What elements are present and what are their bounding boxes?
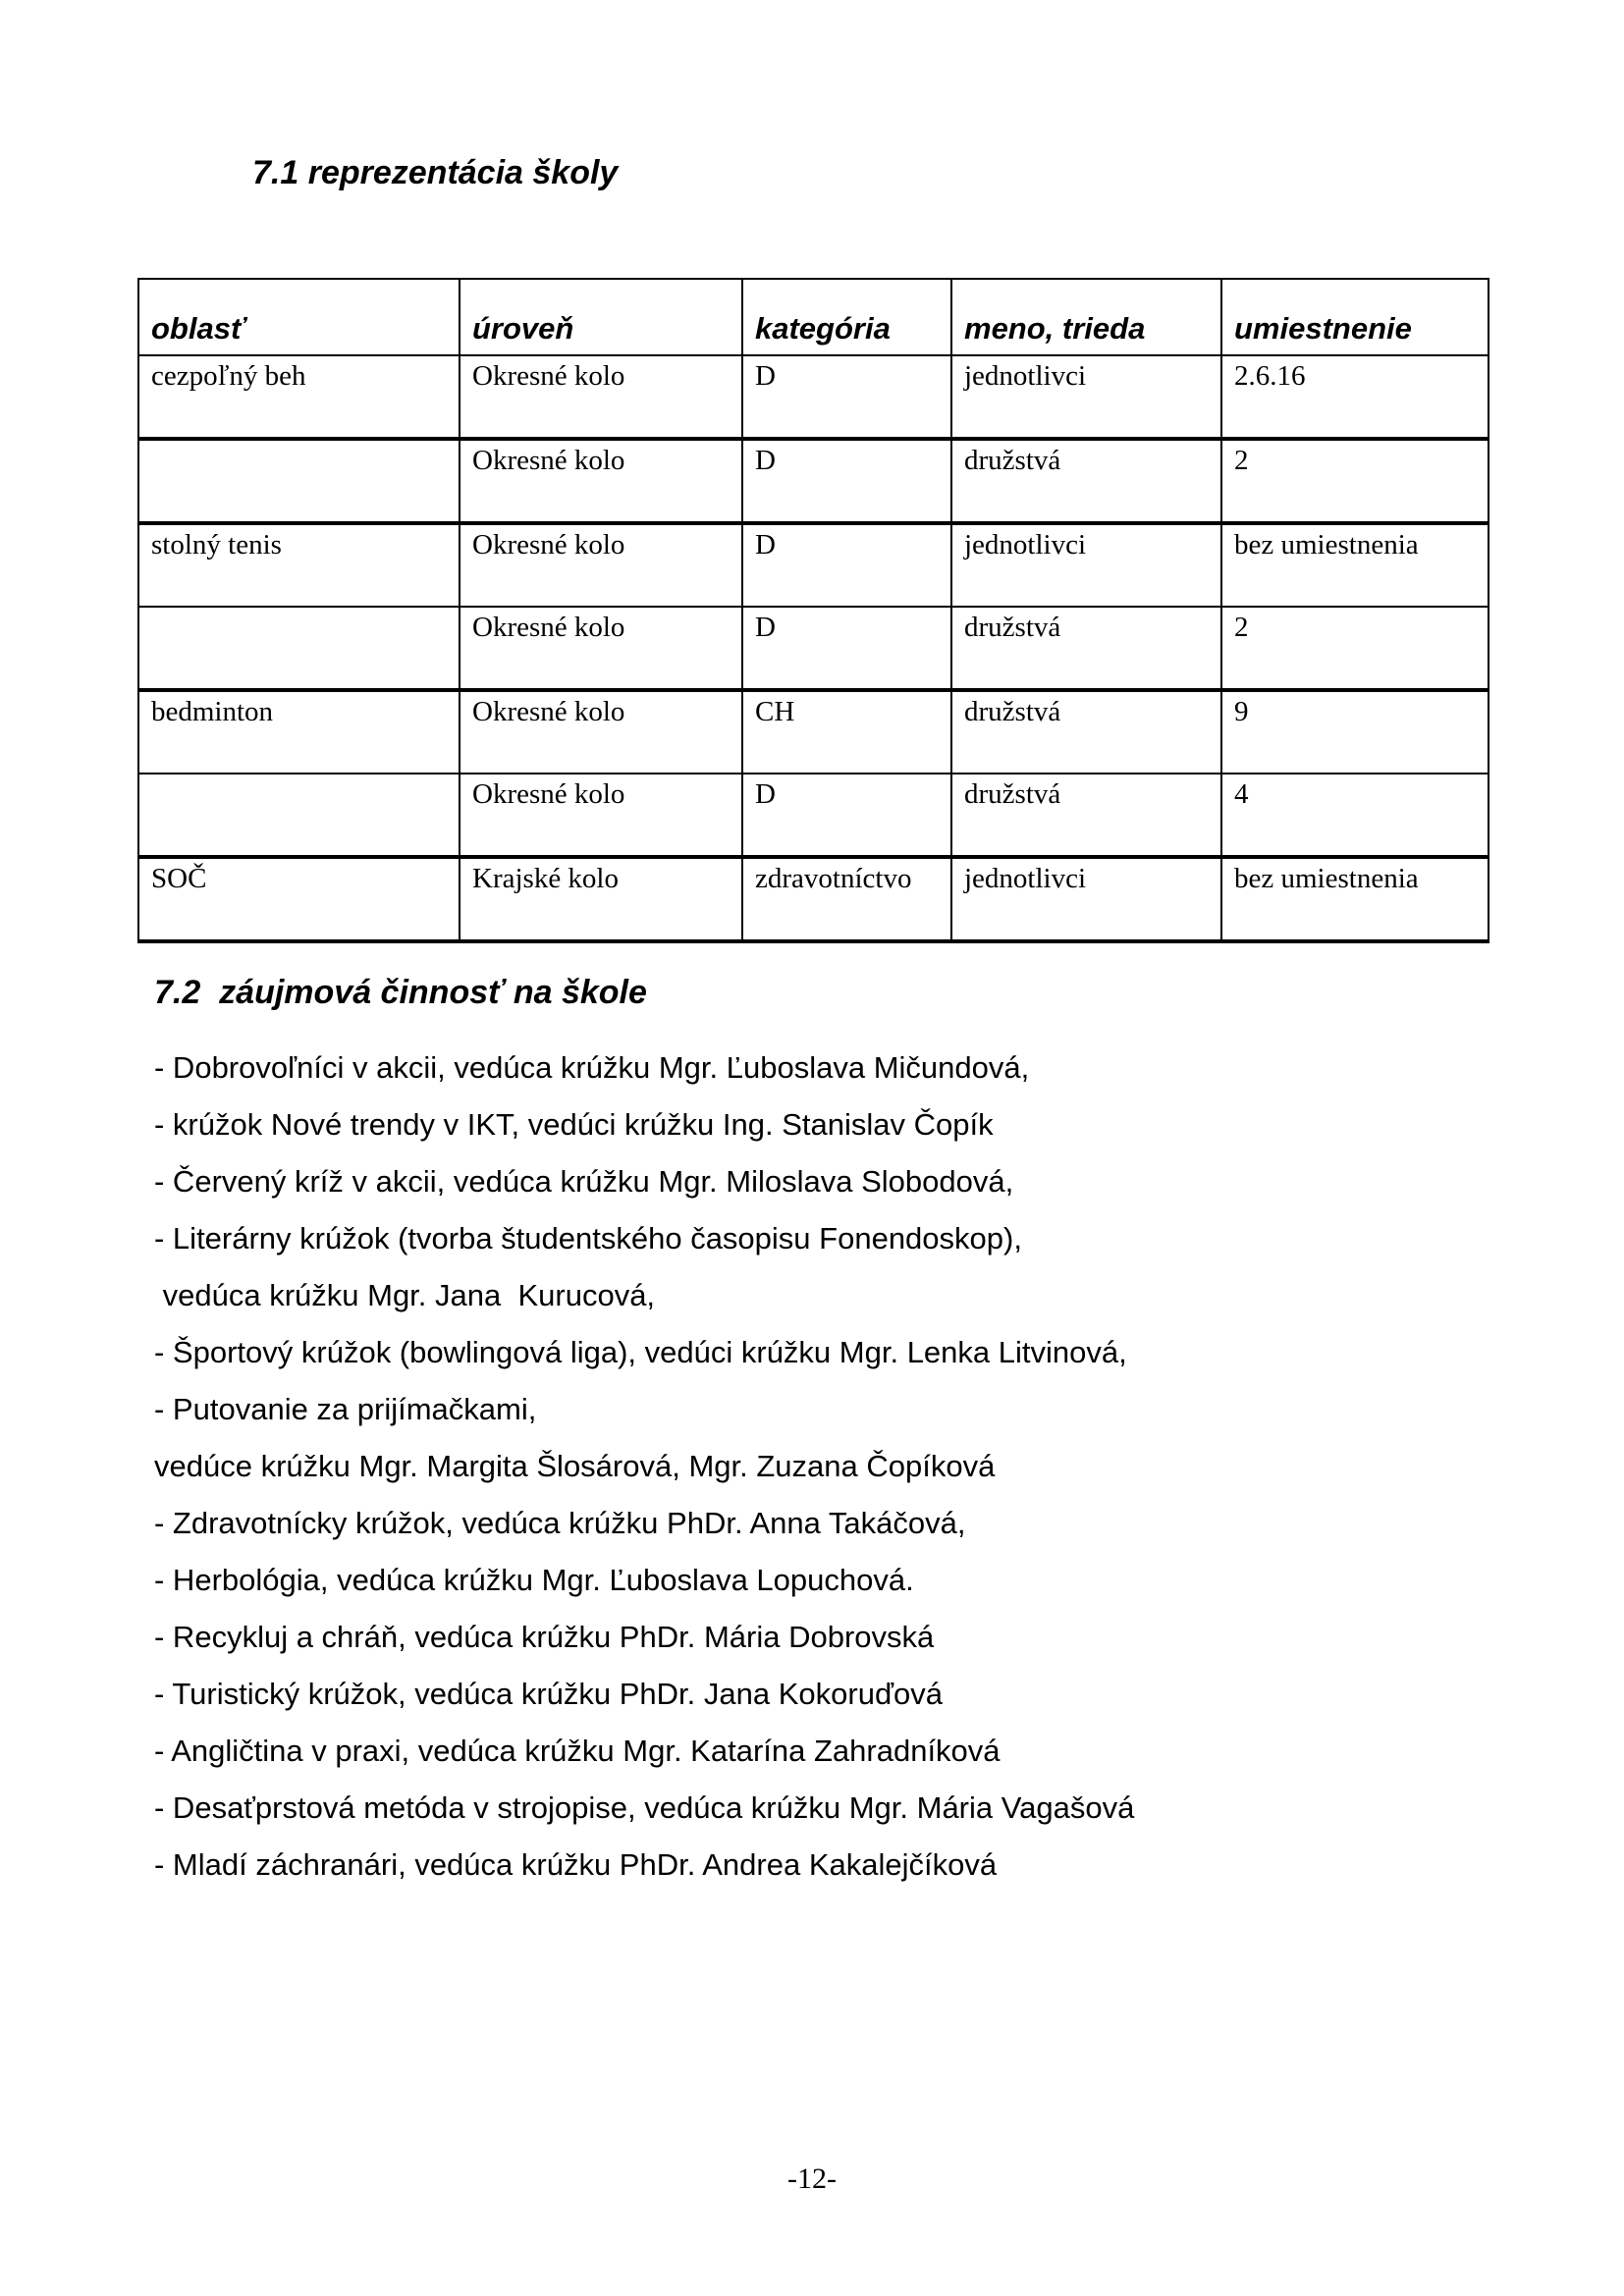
table-row (138, 857, 1489, 941)
table-cell: družstvá (951, 774, 1221, 857)
table-cell: D (742, 607, 951, 690)
column-header-uroven: úroveň (460, 279, 742, 355)
table-cell: 2.6.16 (1221, 355, 1489, 439)
table-cell: 2 (1221, 439, 1489, 523)
list-item: - Dobrovoľníci v akcii, vedúca krúžku Mgr. Ľuboslava Mičundová, (154, 1050, 1030, 1085)
list-item: - Športový krúžok (bowlingová liga), vedúci krúžku Mgr. Lenka Litvinová, (154, 1335, 1127, 1369)
list-item: - Herbológia, vedúca krúžku Mgr. Ľuboslava Lopuchová. (154, 1563, 914, 1597)
column-header-oblast: oblasť (138, 279, 460, 355)
table-cell: D (742, 523, 951, 607)
table-cell: družstvá (951, 439, 1221, 523)
activities-list (154, 1052, 1470, 1906)
table-row (138, 355, 1489, 439)
table-cell: Okresné kolo (460, 355, 742, 439)
table-header-row (138, 279, 1489, 355)
column-header-meno-trieda: meno, trieda (951, 279, 1221, 355)
table-cell: stolný tenis (138, 523, 460, 607)
list-item: - krúžok Nové trendy v IKT, vedúci krúžku Ing. Stanislav Čopík (154, 1107, 994, 1142)
table-cell: 2 (1221, 607, 1489, 690)
page-number: -12- (787, 2163, 837, 2195)
list-item: - Angličtina v praxi, vedúca krúžku Mgr. Katarína Zahradníková (154, 1734, 1001, 1768)
table-row (138, 439, 1489, 523)
table-row (138, 774, 1489, 857)
table-cell: 4 (1221, 774, 1489, 857)
list-item: - Turistický krúžok, vedúca krúžku PhDr. Jana Kokoruďová (154, 1677, 943, 1711)
table-cell (138, 774, 460, 857)
list-item: - Literárny krúžok (tvorba študentského časopisu Fonendoskop), (154, 1221, 1022, 1255)
table-cell: cezpoľný beh (138, 355, 460, 439)
section-7-2-heading: 7.2 záujmová činnosť na škole (154, 974, 647, 1011)
table-cell: Okresné kolo (460, 523, 742, 607)
table-cell: Okresné kolo (460, 774, 742, 857)
column-header-umiestnenie: umiestnenie (1221, 279, 1489, 355)
table-cell: družstvá (951, 607, 1221, 690)
table-cell: Okresné kolo (460, 439, 742, 523)
list-item: - Mladí záchranári, vedúca krúžku PhDr. Andrea Kakalejčíková (154, 1847, 998, 1882)
list-item: - Putovanie za prijímačkami, (154, 1392, 537, 1426)
table-cell: D (742, 774, 951, 857)
list-item: - Červený kríž v akcii, vedúca krúžku Mgr. Miloslava Slobodová, (154, 1164, 1014, 1199)
table-cell: družstvá (951, 690, 1221, 774)
list-item: vedúca krúžku Mgr. Jana Kurucová, (154, 1278, 656, 1312)
table-cell: CH (742, 690, 951, 774)
table-cell: jednotlivci (951, 523, 1221, 607)
table-cell: Okresné kolo (460, 690, 742, 774)
list-item: - Desaťprstová metóda v strojopise, vedúca krúžku Mgr. Mária Vagašová (154, 1790, 1135, 1825)
table-cell (138, 439, 460, 523)
table-cell: 9 (1221, 690, 1489, 774)
table-cell: SOČ (138, 857, 460, 941)
list-item: vedúce krúžku Mgr. Margita Šlosárová, Mgr. Zuzana Čopíková (154, 1449, 996, 1483)
table-row (138, 607, 1489, 690)
table-cell: D (742, 439, 951, 523)
table-cell: Okresné kolo (460, 607, 742, 690)
section-7-1-heading: 7.1 reprezentácia školy (252, 154, 619, 191)
table-cell (138, 607, 460, 690)
table-cell: jednotlivci (951, 355, 1221, 439)
list-item: - Recykluj a chráň, vedúca krúžku PhDr. Mária Dobrovská (154, 1620, 935, 1654)
representation-table (137, 278, 1489, 943)
table-cell: zdravotníctvo (742, 857, 951, 941)
table-row (138, 690, 1489, 774)
table-cell: Krajské kolo (460, 857, 742, 941)
table-cell: D (742, 355, 951, 439)
table-row (138, 523, 1489, 607)
table-cell: bedminton (138, 690, 460, 774)
column-header-kategoria: kategória (742, 279, 951, 355)
table-cell: bez umiestnenia (1221, 523, 1489, 607)
table-cell: bez umiestnenia (1221, 857, 1489, 941)
table-cell: jednotlivci (951, 857, 1221, 941)
list-item: - Zdravotnícky krúžok, vedúca krúžku PhDr. Anna Takáčová, (154, 1506, 966, 1540)
